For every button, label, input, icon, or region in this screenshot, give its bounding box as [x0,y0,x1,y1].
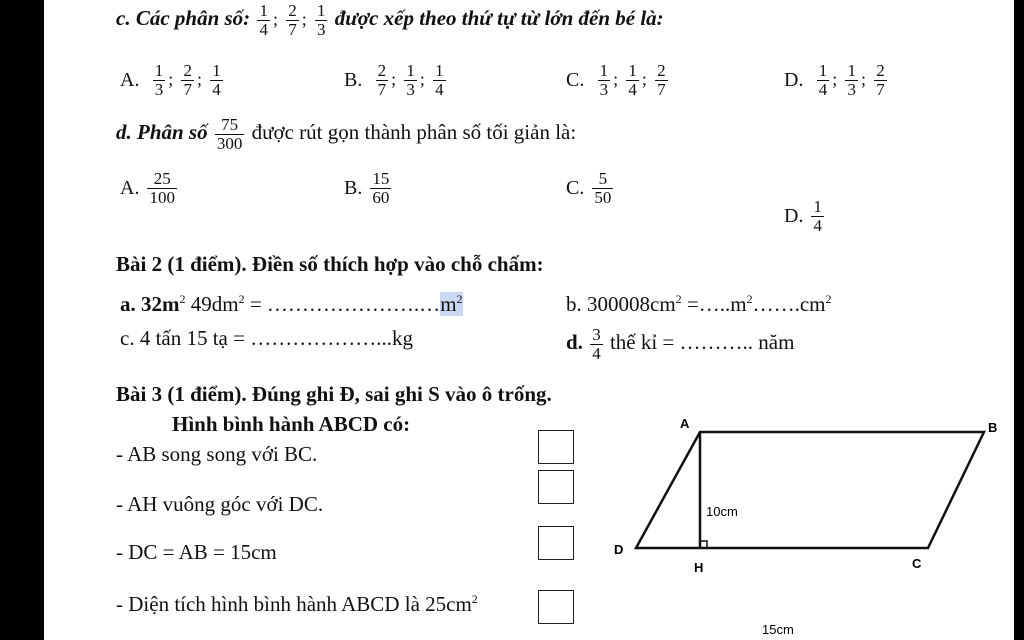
answer-box-2[interactable] [538,470,574,504]
question-d-option-c: C. $\frac{5}{50}$ [566,169,612,207]
answer-box-3[interactable] [538,526,574,560]
base-label: 15cm [762,622,794,637]
vertex-label-d: D [614,542,624,557]
vertex-label-a: A [680,416,690,431]
statement-3: - DC = AB = 15cm [116,540,277,564]
question-d-option-b: B. $\frac{15}{60}$ [344,169,390,207]
parallelogram-figure [604,412,998,640]
fraction: $\frac{1}{3}$ [316,1,326,39]
fraction: $\frac{1}{4}$ [259,1,268,39]
question-d-option-a: A. $\frac{25}{100}$ [120,169,175,207]
answer-box-1[interactable] [538,430,574,464]
question-c-option-a: A. $\frac{1}{3}$ ; $\frac{2}{7}$ ; $\frac{1}{4}$ [120,61,221,99]
question-c-option-d: D. $\frac{1}{4}$ ; $\frac{1}{3}$ ; $\frac{2}{7}$ [784,61,885,99]
vertex-label-b: B [988,420,998,435]
bai2-title: Bài 2 (1 điểm). Điền số thích hợp vào chỗ chấm: [116,252,544,276]
vertex-label-c: C [912,556,922,571]
question-d-label: d. Phân số [116,120,208,145]
bai2-item-b: b. $300008cm^2$ $=\dots..m^2\dots\dots.cm^2$ [566,292,832,316]
answer-box-4[interactable] [538,590,574,624]
statement-1: - AB song song với BC. [116,442,318,466]
question-c-option-b: B. $\frac{2}{7}$ ; $\frac{1}{3}$ ; $\frac{1}{4}$ [344,61,444,99]
foot-label-h: H [694,560,704,575]
fraction: $\frac{2}{7}$ [288,1,297,39]
bai2-item-a: a. $32m^2$ $49dm^2$ = $\dots\dots\dots\dots\dots\dots\dots.\dots m^2$ [120,292,463,316]
bai3-title: Bài 3 (1 điểm). Đúng ghi Đ, sai ghi S vào ô trống. [116,382,552,406]
bai2-item-c: c. 4 tấn 15 tạ = ………………...kg [120,326,413,350]
question-c: c. Các phân số: $\frac{1}{4}$ ; $\frac{2}{7}$ ; $\frac{1}{3}$ được xếp theo thứ tự từ lớn đến bé là: [116,1,664,39]
height-label: 10cm [706,504,738,519]
worksheet-page [44,0,1014,640]
question-d-tail: được rút gọn thành phân số tối giản là: [251,120,577,145]
question-d: d. Phân số $\frac{75}{300}$ được rút gọn thành phân số tối giản là: [116,115,577,153]
bai3-subtitle: Hình bình hành ABCD có: [172,412,411,436]
question-c-tail: được xếp theo thứ tự từ lớn đến bé là: [334,6,664,31]
bai2-item-d: d. $\frac{3}{4}$ thế kỉ = ……….. năm [566,325,795,363]
question-c-label: c. Các phân số: [116,6,251,31]
statement-4: - Diện tích hình bình hành ABCD là $25cm^2$ [116,592,478,616]
question-d-option-d: D. $\frac{1}{4}$ [784,197,822,235]
question-c-option-c: C. $\frac{1}{3}$ ; $\frac{1}{4}$ ; $\frac{2}{7}$ [566,61,666,99]
parallelogram-abcd [636,432,984,548]
statement-2: - AH vuông góc với DC. [116,492,324,516]
